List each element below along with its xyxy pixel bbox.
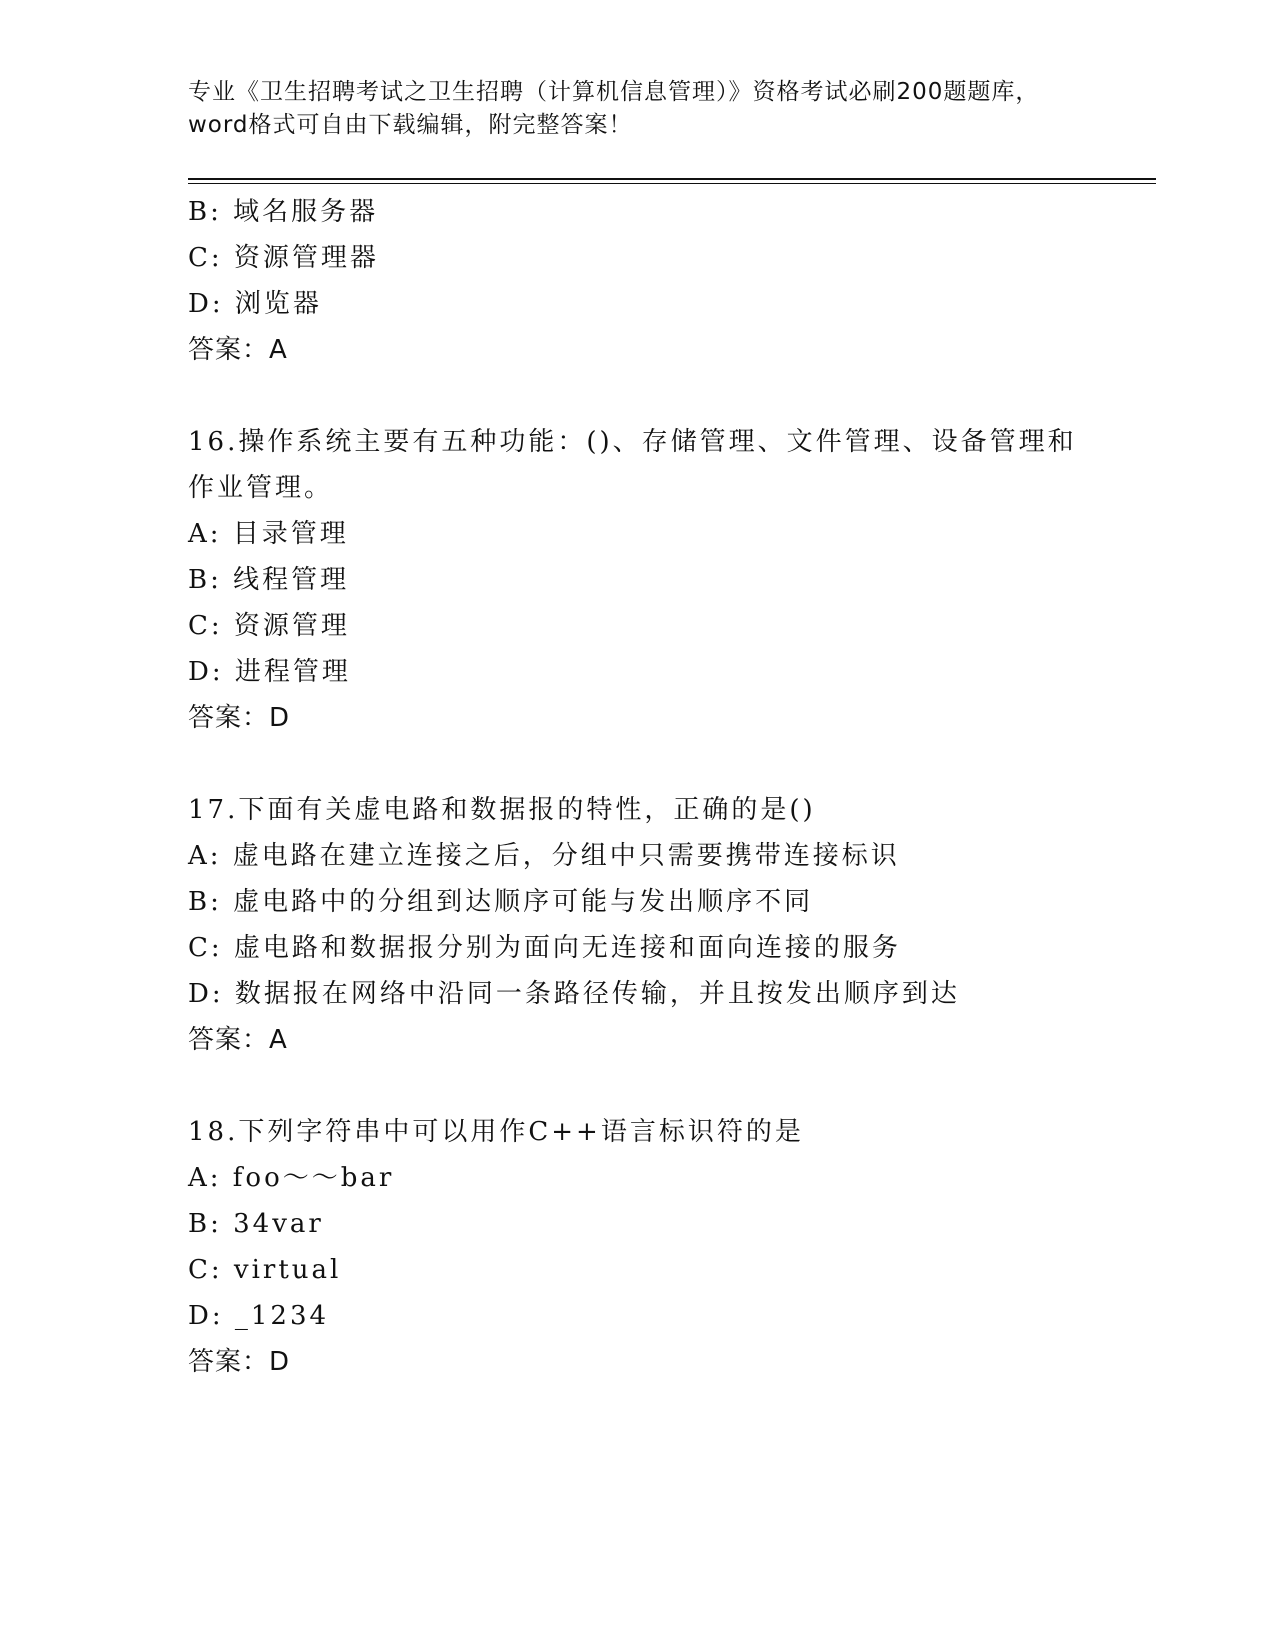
option-c: C: 资源管理 — [188, 611, 350, 641]
answer: 答案：A — [188, 1025, 288, 1055]
header-divider-thin — [188, 183, 1156, 184]
option-b: B: 域名服务器 — [188, 197, 379, 227]
answer: 答案：D — [188, 1347, 291, 1377]
spacer — [188, 1063, 1088, 1109]
option-a: A: 虚电路在建立连接之后，分组中只需要携带连接标识 — [188, 841, 900, 871]
question-stem: 18.下列字符串中可以用作C++语言标识符的是 — [188, 1117, 804, 1147]
header-title-line-2: word格式可自由下载编辑，附完整答案！ — [188, 112, 633, 138]
option-d: D: _1234 — [188, 1301, 330, 1331]
question-stem-continued: 作业管理。 — [188, 473, 334, 503]
option-b: B: 34var — [188, 1209, 324, 1239]
question-15-tail — [188, 189, 1088, 373]
option-c: C: virtual — [188, 1255, 342, 1285]
option-b: B: 线程管理 — [188, 565, 350, 595]
option-a: A: 目录管理 — [188, 519, 349, 549]
question-18 — [188, 1109, 1088, 1385]
option-d: D: 浏览器 — [188, 289, 322, 319]
question-stem: 17.下面有关虚电路和数据报的特性，正确的是() — [188, 795, 816, 825]
spacer — [188, 373, 1088, 419]
option-c: C: 虚电路和数据报分别为面向无连接和面向连接的服务 — [188, 933, 901, 963]
answer: 答案：D — [188, 703, 291, 733]
spacer — [188, 741, 1088, 787]
header-title-line-1: 专业《卫生招聘考试之卫生招聘（计算机信息管理）》资格考试必刷200题题库， — [188, 79, 1040, 105]
header-divider-thick — [188, 178, 1156, 180]
option-d: D: 数据报在网络中沿同一条路径传输，并且按发出顺序到达 — [188, 979, 960, 1009]
question-list — [188, 189, 1088, 1385]
document-header — [188, 76, 1088, 142]
option-a: A: foo～～bar — [188, 1163, 395, 1193]
option-d: D: 进程管理 — [188, 657, 351, 687]
question-stem: 16.操作系统主要有五种功能：()、存储管理、文件管理、设备管理和 — [188, 427, 1077, 457]
answer: 答案：A — [188, 335, 288, 365]
question-17 — [188, 787, 1088, 1063]
option-c: C: 资源管理器 — [188, 243, 379, 273]
question-16 — [188, 419, 1088, 741]
option-b: B: 虚电路中的分组到达顺序可能与发出顺序不同 — [188, 887, 814, 917]
